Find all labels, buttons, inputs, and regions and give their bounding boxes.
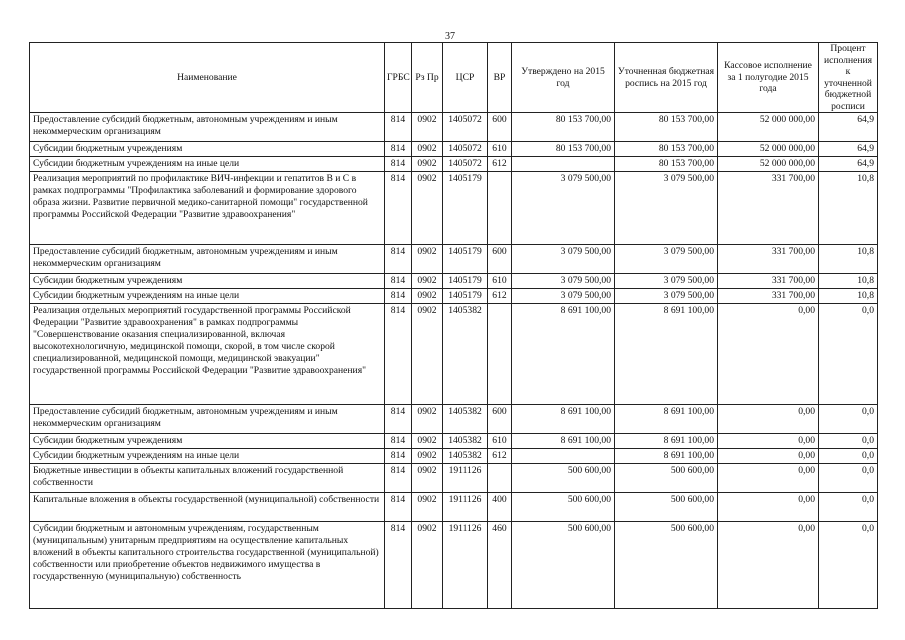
cell-percent: 10,8 bbox=[819, 172, 878, 245]
table-row bbox=[30, 157, 878, 172]
cell-csr: 1405072 bbox=[443, 142, 488, 157]
cell-specified: 80 153 700,00 bbox=[615, 157, 718, 172]
table-row bbox=[30, 405, 878, 434]
header-grbs: ГРБС bbox=[385, 43, 412, 113]
cell-vr: 600 bbox=[488, 245, 512, 274]
cell-cash: 331 700,00 bbox=[718, 245, 819, 274]
cell-vr: 400 bbox=[488, 493, 512, 522]
cell-name: Бюджетные инвестиции в объекты капитальных вложений государственной собственности bbox=[30, 464, 385, 493]
cell-approved: 8 691 100,00 bbox=[512, 405, 615, 434]
cell-approved bbox=[512, 157, 615, 172]
cell-csr: 1405179 bbox=[443, 274, 488, 289]
cell-name: Субсидии бюджетным учреждениям bbox=[30, 434, 385, 449]
cell-specified: 8 691 100,00 bbox=[615, 434, 718, 449]
cell-name: Предоставление субсидий бюджетным, автономным учреждениям и иным некоммерческим организациям bbox=[30, 405, 385, 434]
cell-rzpr: 0902 bbox=[412, 274, 443, 289]
cell-vr: 612 bbox=[488, 289, 512, 304]
cell-grbs: 814 bbox=[385, 464, 412, 493]
header-vr: ВР bbox=[488, 43, 512, 113]
cell-approved: 80 153 700,00 bbox=[512, 113, 615, 142]
cell-approved bbox=[512, 449, 615, 464]
cell-percent: 64,9 bbox=[819, 113, 878, 142]
cell-approved: 80 153 700,00 bbox=[512, 142, 615, 157]
cell-vr: 600 bbox=[488, 405, 512, 434]
cell-csr: 1911126 bbox=[443, 493, 488, 522]
cell-approved: 8 691 100,00 bbox=[512, 434, 615, 449]
cell-grbs: 814 bbox=[385, 522, 412, 609]
cell-vr bbox=[488, 464, 512, 493]
cell-percent: 0,0 bbox=[819, 434, 878, 449]
table-row bbox=[30, 522, 878, 609]
header-cash: Кассовое исполнение за 1 полугодие 2015 года bbox=[718, 43, 819, 113]
cell-rzpr: 0902 bbox=[412, 142, 443, 157]
cell-percent: 0,0 bbox=[819, 405, 878, 434]
cell-grbs: 814 bbox=[385, 449, 412, 464]
cell-specified: 500 600,00 bbox=[615, 522, 718, 609]
cell-name: Субсидии бюджетным и автономным учреждениям, государственным (муниципальным) унитарным предприятиям на осуществление капитальных вложений в объекты капитального строительства государственной (муниципальной) собственности или приобретение объектов недвижимого имущества в государственную (муниципальную) собственность bbox=[30, 522, 385, 609]
cell-approved: 500 600,00 bbox=[512, 493, 615, 522]
table-row bbox=[30, 434, 878, 449]
cell-rzpr: 0902 bbox=[412, 304, 443, 405]
cell-vr: 610 bbox=[488, 434, 512, 449]
header-specified: Уточненная бюджетная роспись на 2015 год bbox=[615, 43, 718, 113]
cell-percent: 0,0 bbox=[819, 493, 878, 522]
cell-percent: 10,8 bbox=[819, 274, 878, 289]
cell-csr: 1405382 bbox=[443, 304, 488, 405]
cell-approved: 500 600,00 bbox=[512, 464, 615, 493]
cell-percent: 0,0 bbox=[819, 522, 878, 609]
cell-rzpr: 0902 bbox=[412, 172, 443, 245]
cell-rzpr: 0902 bbox=[412, 464, 443, 493]
header-row bbox=[30, 43, 878, 113]
cell-vr bbox=[488, 304, 512, 405]
header-approved: Утверждено на 2015 год bbox=[512, 43, 615, 113]
budget-table bbox=[29, 42, 878, 609]
cell-vr: 610 bbox=[488, 274, 512, 289]
cell-cash: 0,00 bbox=[718, 304, 819, 405]
cell-cash: 0,00 bbox=[718, 464, 819, 493]
cell-csr: 1405072 bbox=[443, 157, 488, 172]
cell-name: Субсидии бюджетным учреждениям bbox=[30, 142, 385, 157]
cell-cash: 0,00 bbox=[718, 434, 819, 449]
cell-grbs: 814 bbox=[385, 113, 412, 142]
table-row bbox=[30, 449, 878, 464]
cell-vr bbox=[488, 172, 512, 245]
cell-cash: 331 700,00 bbox=[718, 172, 819, 245]
table-row bbox=[30, 464, 878, 493]
cell-percent: 0,0 bbox=[819, 449, 878, 464]
cell-specified: 8 691 100,00 bbox=[615, 449, 718, 464]
cell-specified: 500 600,00 bbox=[615, 464, 718, 493]
cell-csr: 1405382 bbox=[443, 405, 488, 434]
cell-cash: 52 000 000,00 bbox=[718, 157, 819, 172]
cell-specified: 80 153 700,00 bbox=[615, 142, 718, 157]
cell-grbs: 814 bbox=[385, 157, 412, 172]
table-row bbox=[30, 172, 878, 245]
cell-csr: 1405382 bbox=[443, 449, 488, 464]
cell-rzpr: 0902 bbox=[412, 113, 443, 142]
cell-csr: 1405179 bbox=[443, 245, 488, 274]
cell-approved: 3 079 500,00 bbox=[512, 274, 615, 289]
cell-vr: 610 bbox=[488, 142, 512, 157]
cell-grbs: 814 bbox=[385, 274, 412, 289]
cell-csr: 1911126 bbox=[443, 464, 488, 493]
cell-approved: 3 079 500,00 bbox=[512, 245, 615, 274]
cell-specified: 80 153 700,00 bbox=[615, 113, 718, 142]
cell-percent: 64,9 bbox=[819, 142, 878, 157]
header-rzpr: Рз Пр bbox=[412, 43, 443, 113]
header-percent: Процент исполнения к уточненной бюджетной росписи bbox=[819, 43, 878, 113]
cell-specified: 3 079 500,00 bbox=[615, 172, 718, 245]
cell-percent: 0,0 bbox=[819, 304, 878, 405]
cell-csr: 1405072 bbox=[443, 113, 488, 142]
header-csr: ЦСР bbox=[443, 43, 488, 113]
header-name: Наименование bbox=[30, 43, 385, 113]
cell-grbs: 814 bbox=[385, 142, 412, 157]
cell-approved: 3 079 500,00 bbox=[512, 289, 615, 304]
cell-cash: 52 000 000,00 bbox=[718, 113, 819, 142]
cell-rzpr: 0902 bbox=[412, 405, 443, 434]
cell-csr: 1405179 bbox=[443, 289, 488, 304]
cell-rzpr: 0902 bbox=[412, 522, 443, 609]
cell-specified: 500 600,00 bbox=[615, 493, 718, 522]
cell-grbs: 814 bbox=[385, 304, 412, 405]
cell-name: Субсидии бюджетным учреждениям на иные цели bbox=[30, 157, 385, 172]
cell-percent: 0,0 bbox=[819, 464, 878, 493]
table-row bbox=[30, 142, 878, 157]
cell-vr: 600 bbox=[488, 113, 512, 142]
cell-specified: 8 691 100,00 bbox=[615, 304, 718, 405]
cell-grbs: 814 bbox=[385, 289, 412, 304]
cell-name: Предоставление субсидий бюджетным, автономным учреждениям и иным некоммерческим организациям bbox=[30, 113, 385, 142]
cell-grbs: 814 bbox=[385, 172, 412, 245]
page-number: 37 bbox=[445, 31, 455, 42]
cell-rzpr: 0902 bbox=[412, 449, 443, 464]
cell-approved: 8 691 100,00 bbox=[512, 304, 615, 405]
table-row bbox=[30, 113, 878, 142]
cell-name: Субсидии бюджетным учреждениям bbox=[30, 274, 385, 289]
cell-approved: 500 600,00 bbox=[512, 522, 615, 609]
cell-approved: 3 079 500,00 bbox=[512, 172, 615, 245]
cell-name: Реализация отдельных мероприятий государственной программы Российской Федерации "Развитие здравоохранения" в рамках подпрограммы "Совершенствование оказания специализированной, включая высокотехнологичную, медицинской помощи, скорой, в том числе скорой специализированной, медицинской помощи, медицинской эвакуации" государственной программы Российской Федерации "Развитие здравоохранения" bbox=[30, 304, 385, 405]
cell-percent: 64,9 bbox=[819, 157, 878, 172]
table-row bbox=[30, 274, 878, 289]
cell-cash: 0,00 bbox=[718, 493, 819, 522]
cell-rzpr: 0902 bbox=[412, 245, 443, 274]
cell-percent: 10,8 bbox=[819, 289, 878, 304]
cell-rzpr: 0902 bbox=[412, 157, 443, 172]
cell-cash: 331 700,00 bbox=[718, 289, 819, 304]
cell-rzpr: 0902 bbox=[412, 434, 443, 449]
cell-cash: 0,00 bbox=[718, 522, 819, 609]
cell-rzpr: 0902 bbox=[412, 289, 443, 304]
table-row bbox=[30, 289, 878, 304]
cell-cash: 331 700,00 bbox=[718, 274, 819, 289]
cell-grbs: 814 bbox=[385, 434, 412, 449]
cell-name: Субсидии бюджетным учреждениям на иные цели bbox=[30, 289, 385, 304]
cell-percent: 10,8 bbox=[819, 245, 878, 274]
cell-rzpr: 0902 bbox=[412, 493, 443, 522]
cell-grbs: 814 bbox=[385, 405, 412, 434]
cell-vr: 612 bbox=[488, 449, 512, 464]
cell-csr: 1911126 bbox=[443, 522, 488, 609]
cell-csr: 1405382 bbox=[443, 434, 488, 449]
cell-specified: 3 079 500,00 bbox=[615, 274, 718, 289]
cell-grbs: 814 bbox=[385, 493, 412, 522]
cell-name: Субсидии бюджетным учреждениям на иные цели bbox=[30, 449, 385, 464]
cell-grbs: 814 bbox=[385, 245, 412, 274]
cell-cash: 0,00 bbox=[718, 449, 819, 464]
cell-cash: 0,00 bbox=[718, 405, 819, 434]
cell-name: Реализация мероприятий по профилактике ВИЧ-инфекции и гепатитов В и С в рамках подпрограммы "Профилактика заболеваний и формирование здорового образа жизни. Развитие первичной медико-санитарной помощи" государственной программы Российской Федерации "Развитие здравоохранения" bbox=[30, 172, 385, 245]
cell-vr: 460 bbox=[488, 522, 512, 609]
cell-name: Предоставление субсидий бюджетным, автономным учреждениям и иным некоммерческим организациям bbox=[30, 245, 385, 274]
cell-specified: 8 691 100,00 bbox=[615, 405, 718, 434]
table-row bbox=[30, 304, 878, 405]
cell-name: Капитальные вложения в объекты государственной (муниципальной) собственности bbox=[30, 493, 385, 522]
table-row bbox=[30, 493, 878, 522]
cell-vr: 612 bbox=[488, 157, 512, 172]
table-row bbox=[30, 245, 878, 274]
cell-csr: 1405179 bbox=[443, 172, 488, 245]
cell-specified: 3 079 500,00 bbox=[615, 245, 718, 274]
cell-specified: 3 079 500,00 bbox=[615, 289, 718, 304]
cell-cash: 52 000 000,00 bbox=[718, 142, 819, 157]
